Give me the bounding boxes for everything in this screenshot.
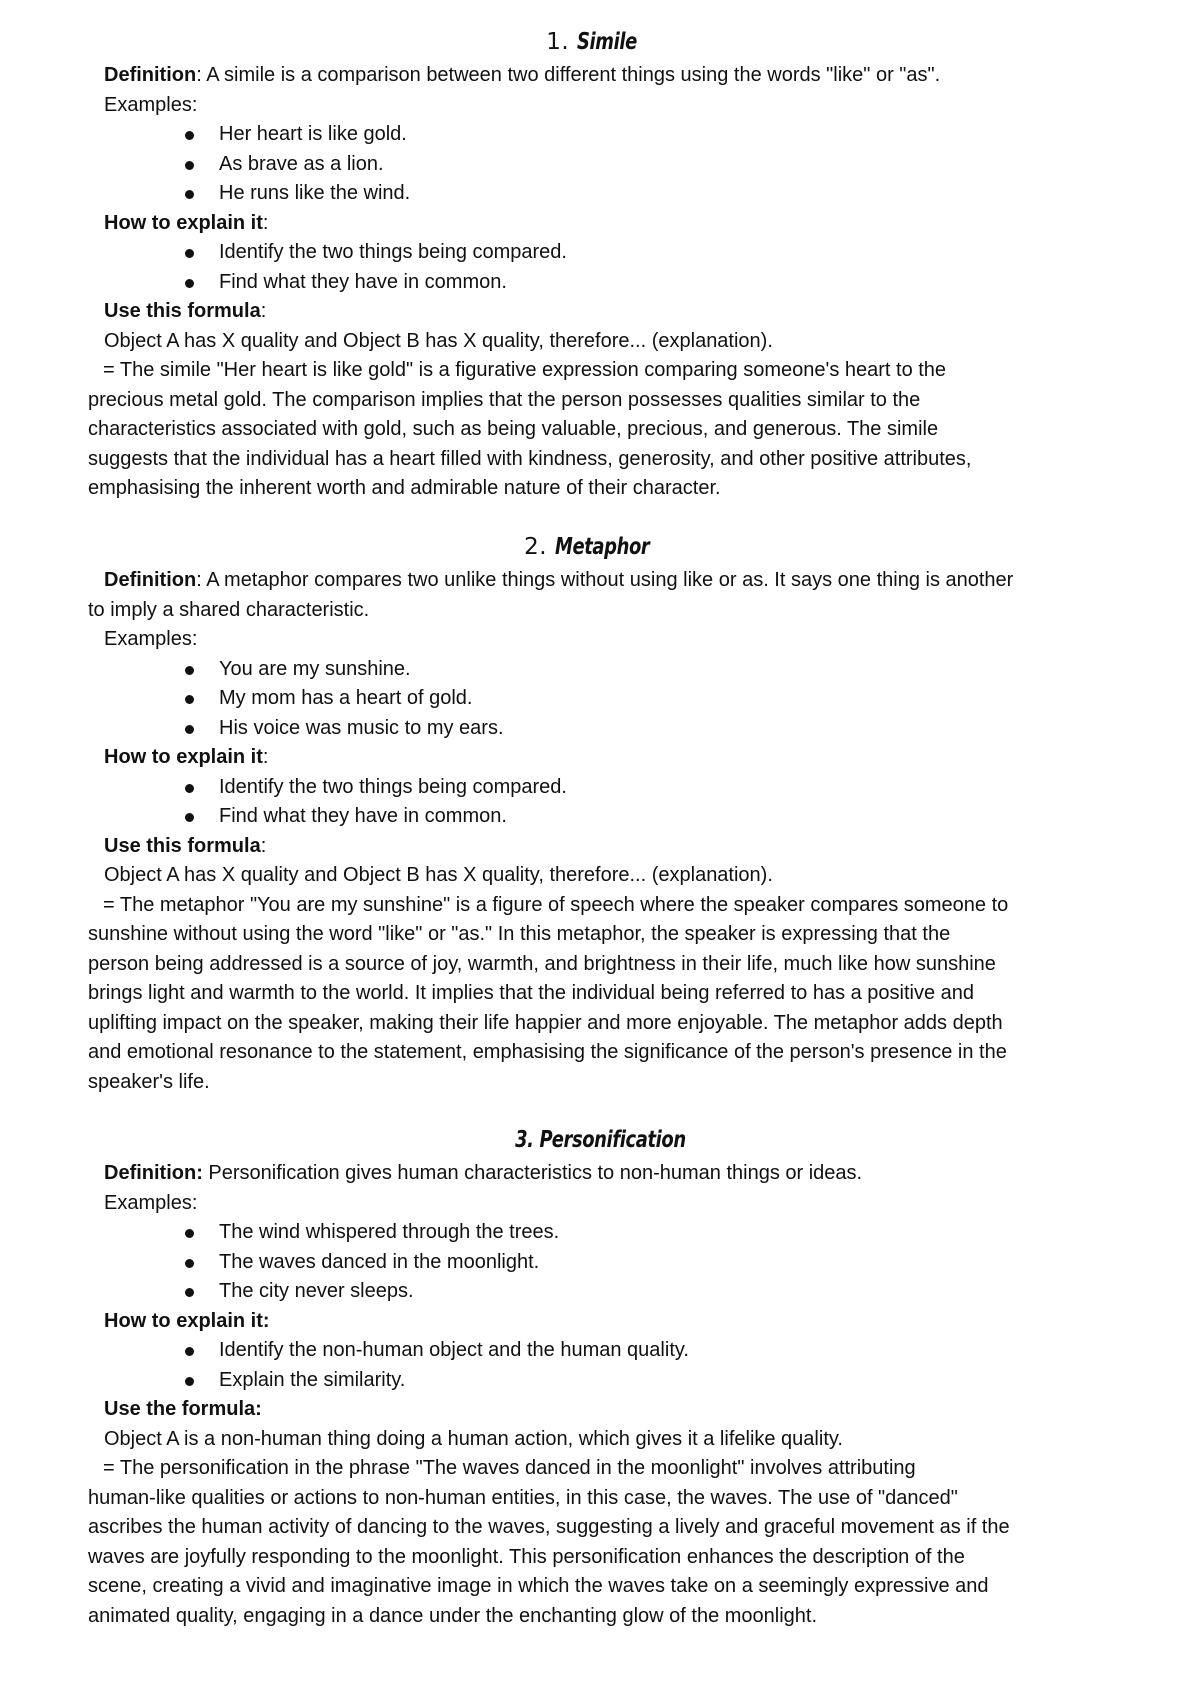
how-to-line	[0, 1307, 1200, 1337]
paragraph-line: and emotional resonance to the statement, emphasising the significance of the person's presence in the	[88, 1041, 1007, 1063]
how-to-label: How to explain it	[104, 746, 263, 768]
definition-label: Definition	[104, 64, 197, 86]
step-text: Explain the similarity.	[219, 1368, 406, 1391]
section-title	[0, 27, 1200, 57]
example-text: The city never sleeps.	[219, 1280, 414, 1302]
how-to-line	[0, 209, 1200, 239]
bullet-icon	[185, 695, 194, 704]
example-text: My mom has a heart of gold.	[219, 687, 473, 709]
list-item	[0, 1248, 1200, 1278]
formula-text: Object A is a non-human thing doing a human action, which gives it a lifelike quality.	[104, 1427, 843, 1450]
bullet-icon	[185, 190, 194, 199]
example-text: He runs like the wind.	[219, 182, 411, 204]
list-item	[0, 1336, 1200, 1366]
explanation-paragraph	[0, 1454, 1128, 1631]
how-to-label: How to explain it	[104, 211, 263, 234]
section-number: 1.	[546, 29, 577, 55]
section-simile	[0, 27, 1200, 504]
example-text: His voice was music to my ears.	[219, 716, 504, 739]
definition-line	[0, 1159, 1200, 1189]
paragraph-line: animated quality, engaging in a dance under the enchanting glow of the moonlight.	[88, 1604, 818, 1627]
section-number: 2.	[524, 534, 555, 560]
example-text: The waves danced in the moonlight.	[219, 1250, 540, 1273]
paragraph-line: person being addressed is a source of joy, warmth, and brightness in their life, much like how sunshine	[88, 952, 996, 975]
formula-text: Object A has X quality and Object B has X quality, therefore... (explanation).	[104, 864, 773, 886]
section-personification	[0, 1125, 1200, 1631]
step-text: Identify the two things being compared.	[219, 241, 567, 263]
definition-text: A metaphor compares two unlike things without using like or as. It says one thing is another	[201, 569, 1014, 591]
example-text: You are my sunshine.	[219, 657, 411, 680]
list-item	[0, 1366, 1200, 1396]
paragraph-line: scene, creating a vivid and imaginative image in which the waves take on a seemingly expressive and	[88, 1575, 989, 1597]
paragraph-line: = The simile "Her heart is like gold" is a figurative expression comparing someone's heart to the	[103, 359, 947, 381]
definition-label: Definition	[104, 569, 197, 591]
definition-line	[0, 566, 1200, 596]
bullet-icon	[185, 1229, 194, 1238]
bullet-icon	[185, 279, 194, 288]
bullet-icon	[185, 666, 194, 675]
paragraph-line: uplifting impact on the speaker, making their life happier and more enjoyable. The metaphor adds depth	[88, 1011, 1003, 1034]
definition-text: Personification gives human characteristics to non-human things or ideas.	[202, 1162, 863, 1184]
step-text: Find what they have in common.	[219, 270, 507, 293]
paragraph-line: waves are joyfully responding to the moonlight. This personification enhances the description of the	[88, 1545, 965, 1568]
bullet-icon	[185, 813, 194, 822]
bullet-icon	[185, 249, 194, 258]
list-item	[0, 802, 1200, 832]
formula-line	[0, 1395, 1200, 1425]
explanation-paragraph	[0, 356, 1128, 504]
example-text: The wind whispered through the trees.	[219, 1221, 560, 1243]
paragraph-line: characteristics associated with gold, such as being valuable, precious, and generous. The simile	[88, 418, 939, 440]
paragraph-line: suggests that the individual has a heart filled with kindness, generosity, and other positive attributes,	[88, 447, 972, 470]
paragraph-line: brings light and warmth to the world. It implies that the individual being referred to has a positive and	[88, 982, 975, 1004]
list-item	[0, 238, 1200, 268]
paragraph-line: speaker's life.	[88, 1070, 210, 1093]
section-name: Metaphor	[554, 534, 650, 560]
how-to-colon: :	[262, 211, 269, 234]
section-name: 3. Personification	[514, 1127, 686, 1153]
definition-colon: :	[196, 64, 202, 86]
list-item	[0, 655, 1200, 685]
section-title	[0, 1125, 1200, 1155]
paragraph-line: = The metaphor "You are my sunshine" is a figure of speech where the speaker compares someone to	[103, 893, 1009, 916]
formula-line	[0, 832, 1200, 862]
formula-label: Use the formula:	[104, 1398, 262, 1420]
examples-label: Examples:	[104, 93, 198, 116]
definition-continuation: to imply a shared characteristic.	[88, 598, 370, 621]
bullet-icon	[185, 1347, 194, 1356]
paragraph-line: human-like qualities or actions to non-human entities, in this case, the waves. The use of "danced"	[88, 1486, 958, 1509]
list-item	[0, 773, 1200, 803]
step-text: Identify the non-human object and the human quality.	[219, 1339, 689, 1361]
formula-colon: :	[260, 300, 267, 322]
bullet-icon	[185, 1259, 194, 1268]
formula-label: Use this formula	[104, 834, 261, 857]
examples-label: Examples:	[104, 1191, 198, 1214]
paragraph-line: ascribes the human activity of dancing to the waves, suggesting a lively and graceful movement as if the	[88, 1516, 1010, 1538]
formula-line	[0, 297, 1200, 327]
bullet-icon	[185, 725, 194, 734]
list-item	[0, 120, 1200, 150]
section-metaphor	[0, 532, 1200, 1097]
example-text: Her heart is like gold.	[219, 123, 407, 145]
formula-colon: :	[260, 834, 267, 857]
step-text: Find what they have in common.	[219, 805, 507, 827]
how-to-colon: :	[262, 746, 269, 768]
step-text: Identify the two things being compared.	[219, 775, 567, 798]
formula-text: Object A has X quality and Object B has X quality, therefore... (explanation).	[104, 329, 773, 352]
bullet-icon	[185, 1288, 194, 1297]
formula-label: Use this formula	[104, 300, 261, 322]
example-text: As brave as a lion.	[219, 152, 384, 175]
list-item	[0, 268, 1200, 298]
list-item	[0, 684, 1200, 714]
explanation-paragraph	[0, 891, 1128, 1098]
how-to-line	[0, 743, 1200, 773]
examples-label: Examples:	[104, 628, 198, 650]
section-name: Simile	[576, 29, 637, 55]
bullet-icon	[185, 784, 194, 793]
list-item	[0, 1277, 1200, 1307]
section-title	[0, 532, 1200, 562]
bullet-icon	[185, 131, 194, 140]
paragraph-line: sunshine without using the word "like" or "as." In this metaphor, the speaker is expressing that the	[88, 923, 951, 945]
paragraph-line: = The personification in the phrase "The waves danced in the moonlight" involves attributing	[103, 1457, 916, 1479]
list-item	[0, 179, 1200, 209]
paragraph-line: emphasising the inherent worth and admirable nature of their character.	[88, 477, 721, 499]
list-item	[0, 714, 1200, 744]
paragraph-line: precious metal gold. The comparison implies that the person possesses qualities similar to the	[88, 388, 921, 411]
bullet-icon	[185, 161, 194, 170]
list-item	[0, 1218, 1200, 1248]
definition-label: Definition:	[104, 1162, 203, 1184]
definition-line	[0, 61, 1200, 91]
list-item	[0, 150, 1200, 180]
how-to-label: How to explain it:	[104, 1309, 270, 1332]
bullet-icon	[185, 1377, 194, 1386]
definition-text: A simile is a comparison between two different things using the words "like" or "as".	[201, 64, 941, 86]
definition-colon: :	[196, 569, 202, 591]
